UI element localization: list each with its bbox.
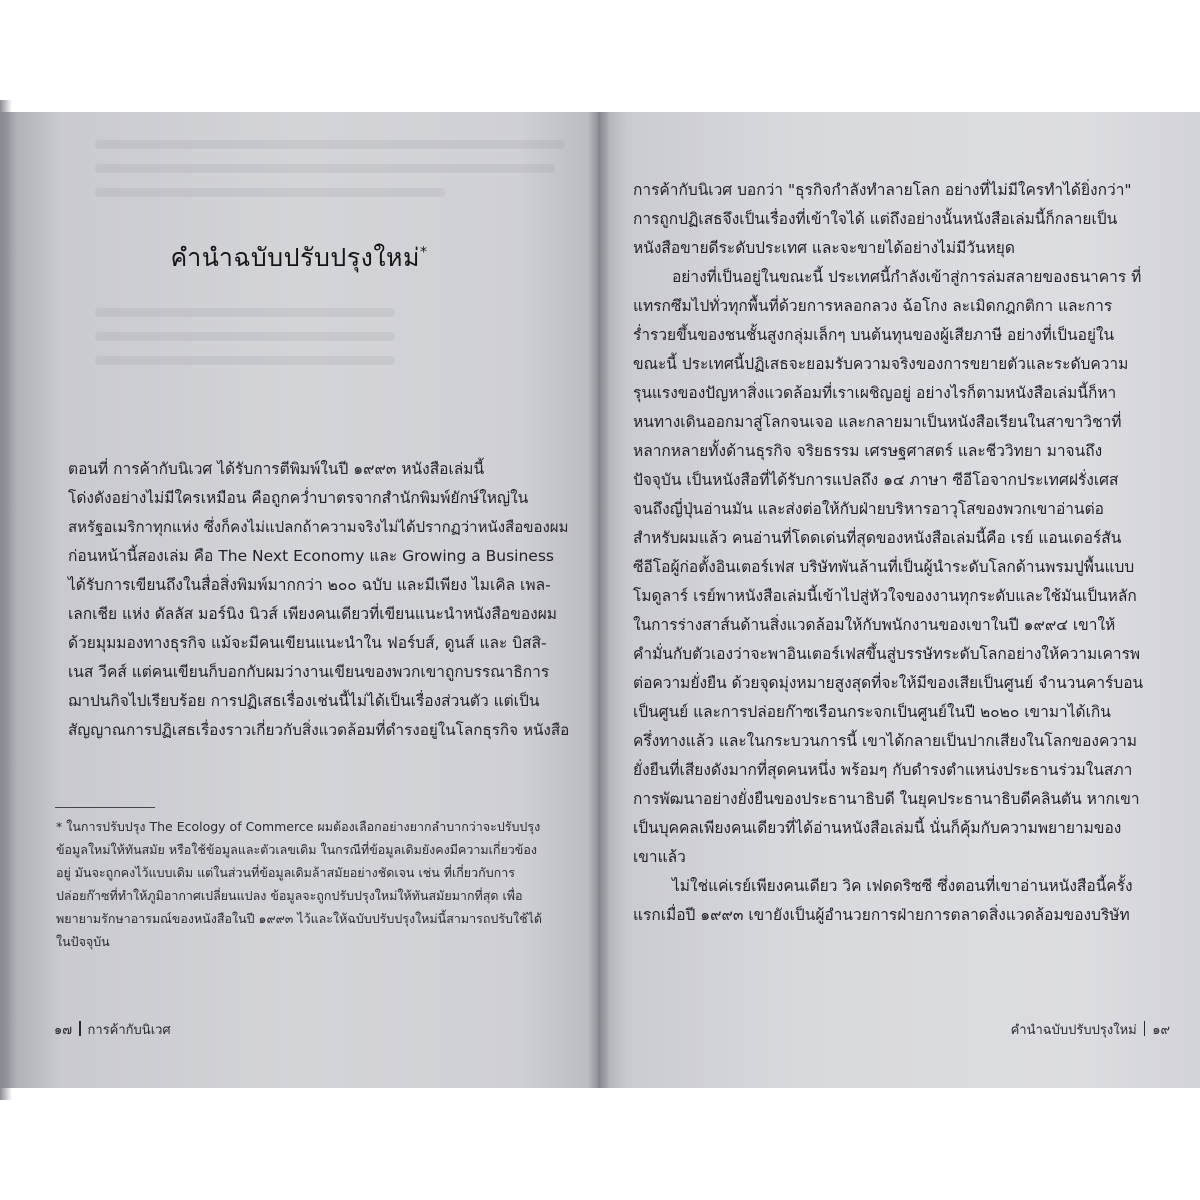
footnote-line: พยายามรักษาอารมณ์ของหนังสือในปี ๑๙๙๓ ไว้และให้ฉบับปรับปรุงใหม่นี้สามารถปรับใช้ได้ — [56, 911, 542, 926]
right-body-line: เป็นบุคคลเพียงคนเดียวที่ได้อ่านหนังสือเล่มนี้ นั่นก็คุ้มกับความพยายามของ — [633, 819, 1122, 837]
right-body-line: การค้ากับนิเวศ บอกว่า "ธุรกิจกำลังทำลายโลก อย่างที่ไม่มีใครทำได้ยิ่งกว่า" — [633, 181, 1132, 199]
running-title: การค้ากับนิเวศ — [87, 1023, 171, 1038]
right-body-line: หนังสือขายดีระดับประเทศ และจะขายได้อย่างไม่มีวันหยุด — [633, 239, 1015, 257]
right-body-line: การพัฒนาอย่างยั่งยืนของประธานาธิบดี ในยุคประธานาธิบดีคลินตัน หากเขา — [633, 790, 1140, 808]
right-body-line: หลากหลายทั้งด้านธุรกิจ จริยธรรม เศรษฐศาสตร์ และชีววิทยา มาจนถึง — [633, 442, 1103, 460]
footnote-line: * ในการปรับปรุง The Ecology of Commerce ผมต้องเลือกอย่างยากลำบากว่าจะปรับปรุง — [56, 819, 541, 834]
right-body-line: ต่อความยั่งยืน ด้วยจุดมุ่งหมายสูงสุดที่จะให้มีของเสียเป็นศูนย์ จำนวนคาร์บอน — [633, 674, 1144, 692]
footer-separator — [1144, 1021, 1146, 1036]
left-body-line: ด้วยมุมมองทางธุรกิจ แม้จะมีคนเขียนแนะนำใน ฟอร์บส์, ดูนส์ และ บิสสิ- — [68, 634, 547, 652]
title-footnote-mark: * — [420, 244, 428, 261]
right-body-line: การถูกปฏิเสธจึงเป็นเรื่องที่เข้าใจได้ แต่ถึงอย่างนั้นหนังสือเล่มนี้ก็กลายเป็น — [633, 210, 1118, 228]
left-body-line: สัญญาณการปฏิเสธเรื่องราวเกี่ยวกับสิ่งแวดล้อมที่ดำรงอยู่ในโลกธุรกิจ หนังสือ — [68, 721, 570, 739]
footnote-line: ข้อมูลใหม่ให้ทันสมัย หรือใช้ข้อมูลและตัวเลขเดิม ในกรณีที่ข้อมูลเดิมยังคงมีความเกี่ยวข้อง — [56, 842, 537, 857]
left-body-line: ตอนที่ การค้ากับนิเวศ ได้รับการตีพิมพ์ในปี ๑๙๙๓ หนังสือเล่มนี้ — [68, 460, 485, 478]
right-body-line: โมดูลาร์ เรย์พาหนังสือเล่มนี้เข้าไปสู่หัวใจของงานทุกระดับและใช้มันเป็นหลัก — [633, 587, 1137, 605]
footnote-line: ปล่อยก๊าซที่ทำให้ภูมิอากาศเปลี่ยนแปลง ข้อมูลจะถูกปรับปรุงใหม่ให้ทันสมัยมากที่สุด เพื่อ — [56, 888, 523, 903]
footnote-line: อยู่ มันจะถูกคงไว้แบบเดิม แต่ในส่วนที่ข้อมูลเดิมล้าสมัยอย่างชัดเจน เช่น ที่เกี่ยวกับการ — [56, 865, 515, 880]
left-body-line: ฌาปนกิจไปเรียบร้อย การปฏิเสธเรื่องเช่นนี้ไม่ได้เป็นเรื่องส่วนตัว แต่เป็น — [68, 692, 540, 710]
right-page-footer — [1011, 1019, 1170, 1040]
book-gutter — [588, 112, 610, 1088]
left-page-footer — [54, 1019, 171, 1040]
right-body-line: ร่ำรวยขึ้นของชนชั้นสูงกลุ่มเล็กๆ บนต้นทุนของผู้เสียภาษี อย่างที่เป็นอยู่ใน — [633, 326, 1115, 344]
left-body-line: ได้รับการเขียนถึงในสื่อสิ่งพิมพ์มากกว่า ๒๐๐ ฉบับ และมีเพียง ไมเคิล เพล- — [68, 576, 551, 594]
right-body-line: ซีอีโอผู้ก่อตั้งอินเตอร์เฟส บริษัทพันล้านที่เป็นผู้นำระดับโลกด้านพรมปูพื้นแบบ — [633, 558, 1135, 576]
left-body-line: โด่งดังอย่างไม่มีใครเหมือน คือถูกคว่ำบาตรจากสำนักพิมพ์ยักษ์ใหญ่ใน — [68, 489, 529, 507]
right-body-line: สำหรับผมแล้ว คนอ่านที่โดดเด่นที่สุดของหนังสือเล่มนี้คือ เรย์ แอนเดอร์สัน — [633, 529, 1122, 547]
footer-separator — [79, 1021, 81, 1036]
footnote-divider — [55, 807, 155, 808]
page-title: คำนำฉบับปรับปรุงใหม่* — [170, 243, 428, 272]
page-number: ๑๗ — [54, 1023, 73, 1038]
right-body-line: คำมั่นกับตัวเองว่าจะพาอินเตอร์เฟสขึ้นสู่บรรษัทระดับโลกอย่างให้ความเคารพ — [633, 645, 1141, 663]
page-edge-shadow — [0, 100, 12, 1100]
right-body-line: เป็นศูนย์ และการปล่อยก๊าซเรือนกระจกเป็นศูนย์ในปี ๒๐๒๐ เขามาได้เกิน — [633, 703, 1111, 721]
right-body-line: แทรกซึมไปทั่วทุกพื้นที่ด้วยการหลอกลวง ฉ้อโกง ละเมิดกฎกติกา และการ — [633, 297, 1113, 315]
right-body-line: อย่างที่เป็นอยู่ในขณะนี้ ประเทศนี้กำลังเข้าสู่การล่มสลายของธนาคาร ที่ — [672, 268, 1142, 286]
left-body-line: เลกเชีย แห่ง ดัลลัส มอร์นิง นิวส์ เพียงคนเดียวที่เขียนแนะนำหนังสือของผม — [68, 605, 557, 623]
right-body-line: ยั่งยืนที่เสียงดังมากที่สุดคนหนึ่ง พร้อมๆ กับดำรงตำแหน่งประธานร่วมในสภา — [633, 761, 1133, 779]
book-spread — [0, 112, 1200, 1088]
right-body-line: ไม่ใช่แค่เรย์เพียงคนเดียว วิค เฟดดริซซี ซึ่งตอนที่เขาอ่านหนังสือนี้ครั้ง — [672, 877, 1133, 895]
right-body-line: ปัจจุบัน เป็นหนังสือที่ได้รับการแปลถึง ๑๔ ภาษา ซีอีโอจากประเทศฝรั่งเศส — [633, 471, 1119, 489]
left-body-line: ก่อนหน้านี้สองเล่ม คือ The Next Economy และ Growing a Business — [68, 547, 554, 565]
right-body-line: แรกเมื่อปี ๑๙๙๓ เขายังเป็นผู้อำนวยการฝ่ายการตลาดสิ่งแวดล้อมของบริษัท — [633, 906, 1130, 924]
right-body-line: หนทางเดินออกมาสู่โลกจนเจอ และกลายมาเป็นหนังสือเรียนในสาขาวิชาที่ — [633, 413, 1122, 431]
footnote-line: ในปัจจุบัน — [56, 934, 110, 949]
right-body-line: ในการร่างสาส์นด้านสิ่งแวดล้อมให้กับพนักงานของเขาในปี ๑๙๙๔ เขาให้ — [633, 616, 1116, 634]
right-body-line: รุนแรงของปัญหาสิ่งแวดล้อมที่เราเผชิญอยู่ อย่างไรก็ตามหนังสือเล่มนี้ก็หา — [633, 384, 1117, 402]
left-body-line: สหรัฐอเมริกาทุกแห่ง ซึ่งก็คงไม่แปลกถ้าความจริงไม่ได้ปรากฏว่าหนังสือของผม — [68, 518, 569, 536]
right-body-line: ขณะนี้ ประเทศนี้ปฏิเสธจะยอมรับความจริงของการขยายตัวและระดับความ — [633, 355, 1129, 373]
left-page — [0, 112, 598, 1088]
right-body-line: จนถึงญี่ปุ่นอ่านมัน และส่งต่อให้กับฝ่ายบริหารอาวุโสของพวกเขาอ่านต่อ — [633, 500, 1104, 518]
right-body-line: ครึ่งทางแล้ว และในกระบวนการนี้ เขาได้กลายเป็นปากเสียงในโลกของความ — [633, 732, 1137, 750]
right-body-line: เขาแล้ว — [633, 848, 686, 866]
left-body-line: เนส วีคส์ แต่คนเขียนก็บอกกับผมว่างานเขียนของพวกเขาถูกบรรณาธิการ — [68, 663, 550, 681]
page-number: ๑๙ — [1152, 1023, 1170, 1038]
running-title: คำนำฉบับปรับปรุงใหม่ — [1010, 1023, 1137, 1038]
